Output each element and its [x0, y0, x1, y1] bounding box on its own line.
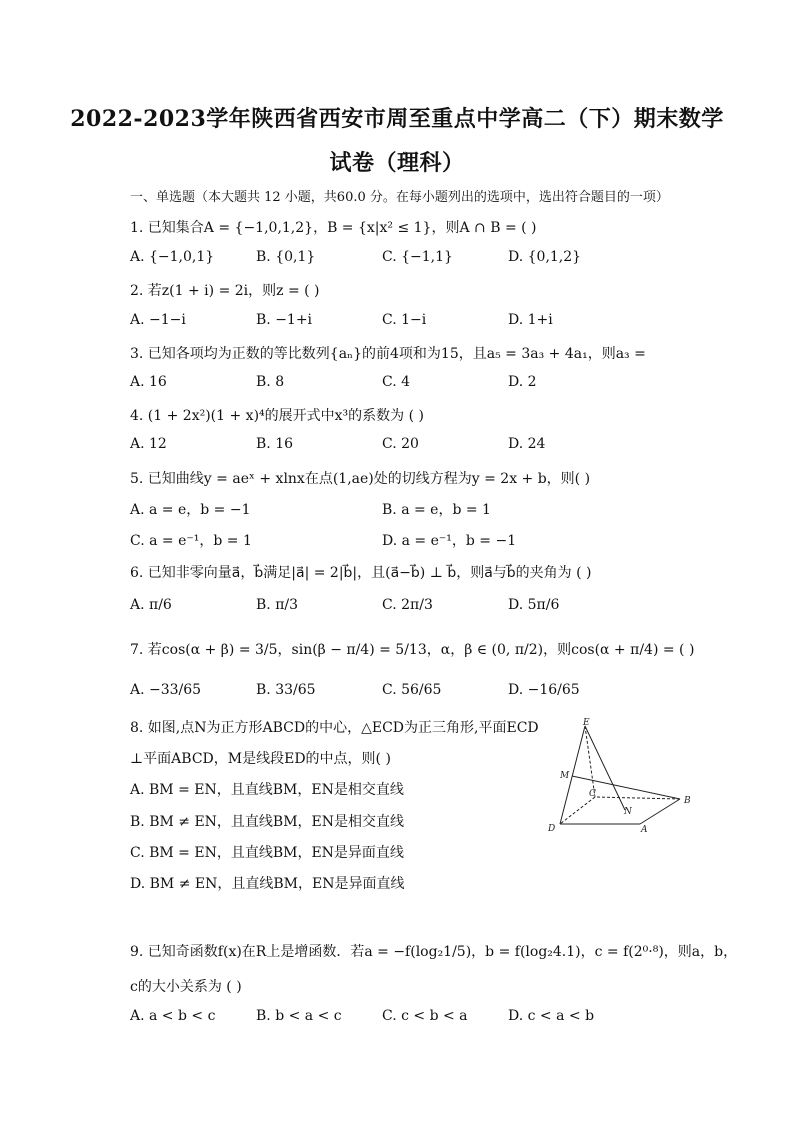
edge-cd	[560, 797, 595, 824]
q1-option-b: B. {0,1}	[256, 249, 316, 265]
q7-option-d: D. −16/65	[508, 682, 580, 698]
q4-option-b: B. 16	[256, 436, 294, 452]
question-2-stem: 2. 若z(1 + i) = 2i，则z = ( )	[130, 283, 320, 299]
q3-option-c: C. 4	[382, 374, 411, 390]
exam-title-line2: 试卷（理科）	[329, 150, 465, 176]
label-a: A	[641, 825, 648, 835]
section-heading: 一、单选题（本大题共 12 小题，共60.0 分。在每小题列出的选项中，选出符合题目的一项）	[130, 190, 669, 205]
label-b: B	[684, 796, 691, 806]
q4-option-d: D. 24	[508, 436, 546, 452]
label-n: N	[624, 807, 632, 817]
label-d: D	[548, 824, 556, 834]
q9-option-b: B. b < a < c	[256, 1008, 342, 1024]
q5-option-b: B. a = e，b = 1	[382, 502, 491, 518]
q4-option-c: C. 20	[382, 436, 419, 452]
q5-option-a: A. a = e，b = −1	[130, 502, 251, 518]
question-3-stem: 3. 已知各项均为正数的等比数列{aₙ}的前4项和为15，且a₅ = 3a₃ + 4a₁，则a₃ =	[130, 346, 646, 362]
q9-option-a: A. a < b < c	[130, 1008, 216, 1024]
q3-option-a: A. 16	[130, 374, 167, 390]
edge-ab	[640, 799, 680, 824]
exam-title-line1: 2022-2023学年陕西省西安市周至重点中学高二（下）期末数学	[70, 106, 724, 132]
label-m: M	[560, 771, 570, 781]
q8-option-b: B. BM ≠ EN，且直线BM，EN是相交直线	[130, 814, 405, 830]
label-c: C	[589, 789, 596, 799]
question-6-stem: 6. 已知非零向量a⃗，b⃗满足|a⃗| = 2|b⃗|，且(a⃗−b⃗) ⊥ b⃗，则a⃗与b⃗的夹角为 ( )	[130, 565, 592, 581]
q5-option-d: D. a = e⁻¹，b = −1	[382, 533, 517, 549]
question-7-stem: 7. 若cos(α + β) = 3/5，sin(β − π/4) = 5/13，α，β ∈ (0, π/2)，则cos(α + π/4) = ( )	[130, 642, 695, 658]
q8-option-d: D. BM ≠ EN，且直线BM，EN是异面直线	[130, 876, 405, 892]
edge-bc	[595, 797, 680, 799]
question-1-stem: 1. 已知集合A = {−1,0,1,2}，B = {x|x² ≤ 1}，则A ∩ B = ( )	[130, 220, 537, 236]
q2-option-b: B. −1+i	[256, 312, 313, 328]
question-9-stem-line2: c的大小关系为 ( )	[130, 979, 242, 995]
question-9-stem-line1: 9. 已知奇函数f(x)在R上是增函数．若a = −f(log₂1/5)，b = f(log₂4.1)，c = f(2⁰·⁸)，则a，b，	[130, 944, 738, 960]
q6-option-d: D. 5π/6	[508, 597, 560, 613]
q5-option-c: C. a = e⁻¹，b = 1	[130, 533, 252, 549]
q7-option-b: B. 33/65	[256, 682, 316, 698]
q7-option-a: A. −33/65	[130, 682, 202, 698]
q6-option-b: B. π/3	[256, 597, 299, 613]
question-8-stem-line2: ⊥平面ABCD，M是线段ED的中点，则( )	[130, 751, 391, 767]
question-5-stem: 5. 已知曲线y = aeˣ + xlnx在点(1,ae)处的切线方程为y = 2x + b，则( )	[130, 471, 591, 487]
q1-option-a: A. {−1,0,1}	[130, 249, 215, 265]
q3-option-b: B. 8	[256, 374, 285, 390]
question-4-stem: 4. (1 + 2x²)(1 + x)⁴的展开式中x³的系数为 ( )	[130, 408, 424, 424]
q3-option-d: D. 2	[508, 374, 537, 390]
q4-option-a: A. 12	[130, 436, 167, 452]
q6-option-a: A. π/6	[130, 597, 172, 613]
q9-option-c: C. c < b < a	[382, 1008, 468, 1024]
q2-option-d: D. 1+i	[508, 312, 553, 328]
question-8-stem-line1: 8. 如图,点N为正方形ABCD的中心，△ECD为正三角形,平面ECD	[130, 720, 539, 736]
q1-option-d: D. {0,1,2}	[508, 249, 582, 265]
q9-option-d: D. c < a < b	[508, 1008, 595, 1024]
q1-option-c: C. {−1,1}	[382, 249, 453, 265]
q6-option-c: C. 2π/3	[382, 597, 433, 613]
q7-option-c: C. 56/65	[382, 682, 442, 698]
label-e: E	[583, 718, 590, 728]
q8-option-c: C. BM = EN，且直线BM，EN是异面直线	[130, 845, 404, 861]
q2-option-a: A. −1−i	[130, 312, 186, 328]
q2-option-c: C. 1−i	[382, 312, 427, 328]
q8-geometry-figure	[545, 718, 705, 838]
q8-option-a: A. BM = EN，且直线BM，EN是相交直线	[130, 782, 404, 798]
